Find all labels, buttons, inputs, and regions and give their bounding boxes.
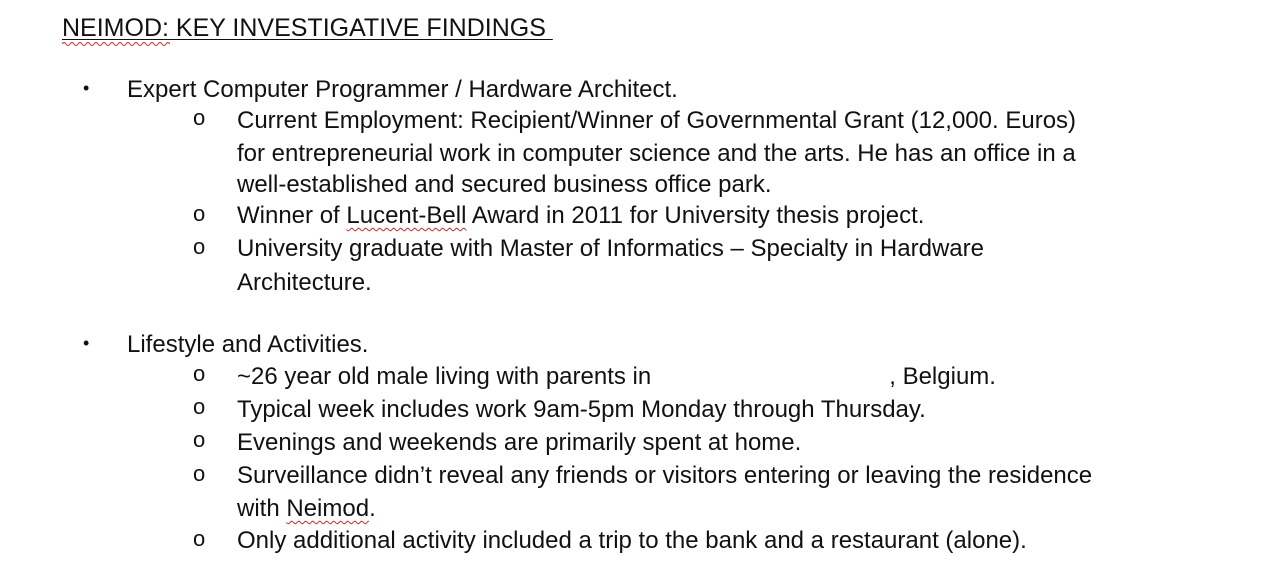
list-item-line: Surveillance didn’t reveal any friends or visitors entering or leaving the residence — [237, 462, 1093, 489]
list-item-line: Typical week includes work 9am-5pm Monday through Thursday. — [237, 396, 926, 423]
spellcheck-flagged-word: Neimod — [286, 495, 370, 522]
list-item-line: for entrepreneurial work in computer science and the arts. He has an office in a — [237, 140, 1076, 167]
bullet-icon: • — [83, 78, 90, 98]
spellcheck-flagged-word: Lucent-Bell — [346, 202, 467, 229]
bullet-icon: • — [83, 333, 90, 353]
title-text: NEIMOD: KEY INVESTIGATIVE FINDINGS — [62, 14, 553, 42]
sub-bullet-icon: o — [193, 105, 206, 130]
sub-bullet-icon: o — [193, 234, 206, 259]
sub-bullet-icon: o — [193, 361, 206, 386]
list-item-line: Architecture. — [237, 269, 372, 296]
section-heading: Lifestyle and Activities. — [127, 331, 369, 358]
list-item-text: Winner of — [237, 202, 347, 229]
sub-bullet-icon: o — [193, 461, 206, 486]
list-item-line: Current Employment: Recipient/Winner of Governmental Grant (12,000. Euros) — [237, 107, 1077, 134]
sub-bullet-icon: o — [193, 427, 206, 452]
list-item — [237, 199, 924, 232]
sub-bullet-icon: o — [193, 526, 206, 551]
list-item-text: Award in 2011 for University thesis project. — [466, 202, 925, 229]
list-item-text: with — [237, 495, 287, 522]
list-item-line: Evenings and weekends are primarily spent at home. — [237, 429, 802, 456]
list-item-line: Only additional activity included a trip to the bank and a restaurant (alone). — [237, 527, 1027, 554]
list-item-text: . — [369, 495, 376, 522]
list-item — [237, 492, 376, 525]
list-item — [237, 360, 996, 393]
list-item-line: well-established and secured business office park. — [237, 171, 772, 198]
list-item-line: University graduate with Master of Informatics – Specialty in Hardware — [237, 235, 984, 262]
list-item-text: , Belgium. — [889, 363, 996, 390]
spellcheck-squiggle-icon — [62, 41, 170, 46]
document-title — [62, 12, 553, 44]
sub-bullet-icon: o — [193, 394, 206, 419]
sub-bullet-icon: o — [193, 201, 206, 226]
section-heading: Expert Computer Programmer / Hardware Architect. — [127, 76, 678, 103]
list-item-text: ~26 year old male living with parents in — [237, 363, 652, 390]
